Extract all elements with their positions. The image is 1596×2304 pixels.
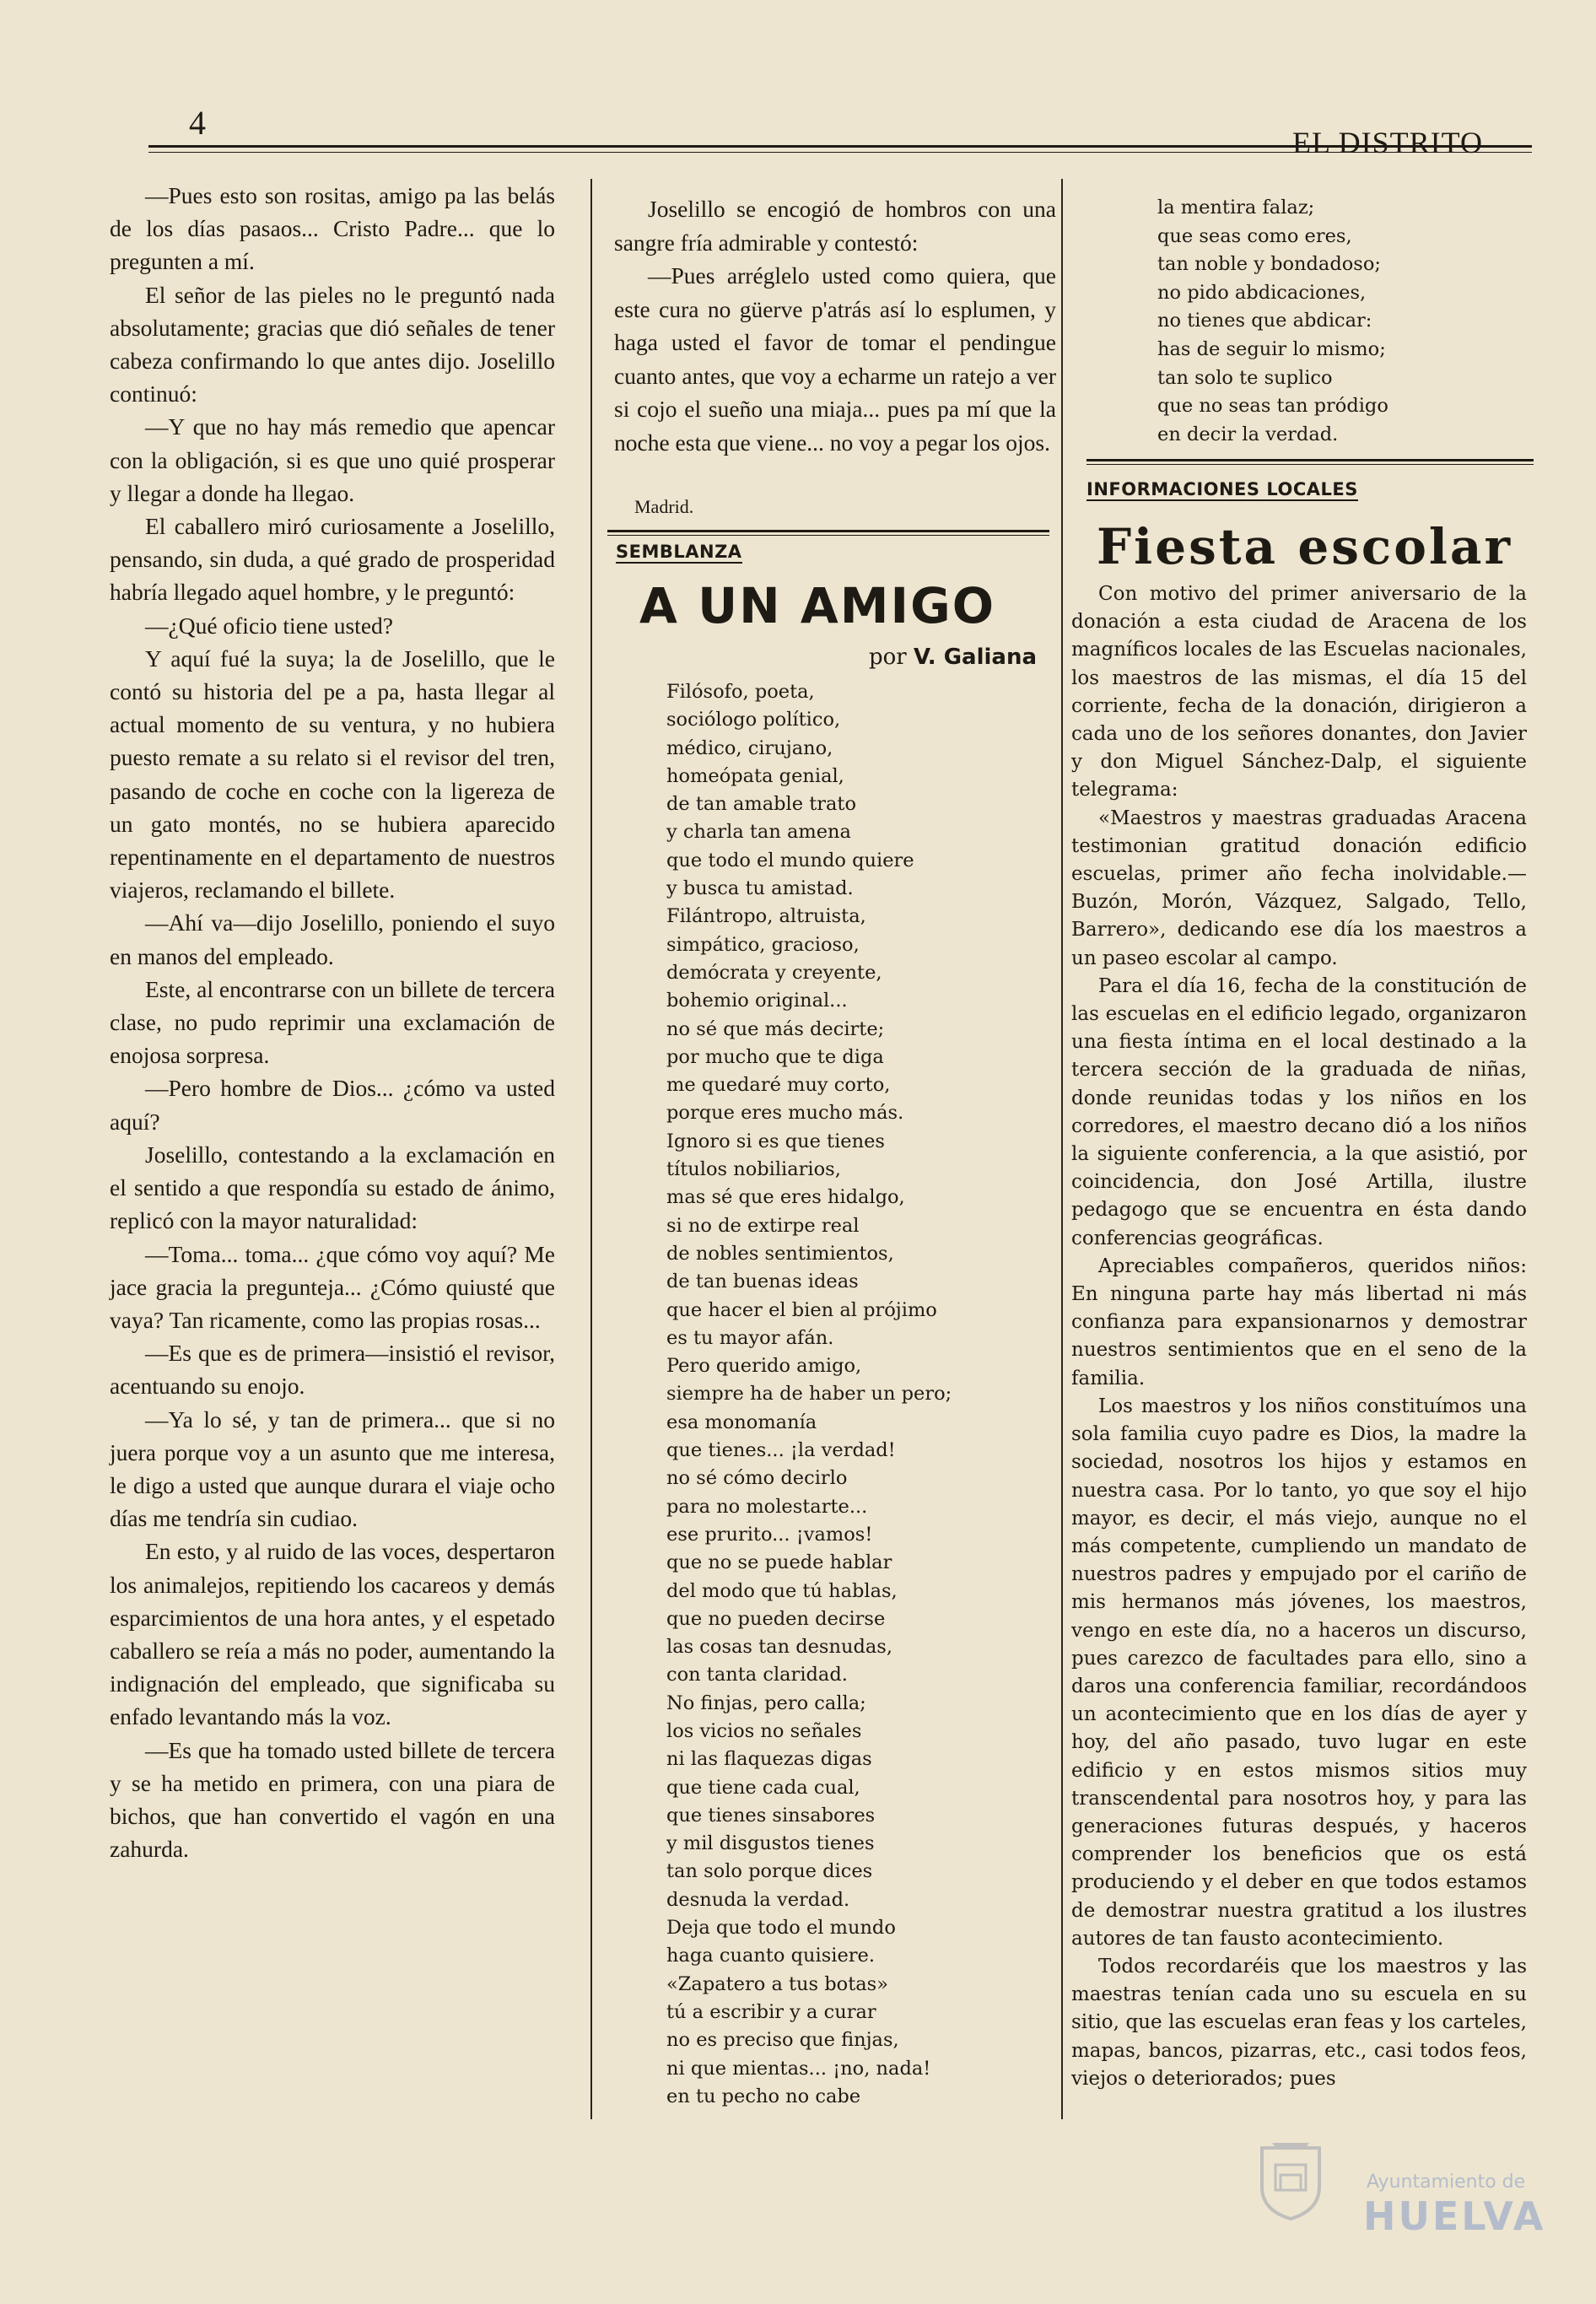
- page-number: 4: [189, 104, 206, 142]
- poem-line: No finjas, pero calla;: [666, 1692, 866, 1714]
- poem-line: homeópata genial,: [666, 764, 844, 787]
- poem-line: de nobles sentimientos,: [666, 1242, 894, 1265]
- poem-line: Filósofo, poeta,: [666, 681, 815, 703]
- poem-line: tan noble y bondadoso;: [1157, 253, 1381, 276]
- story-column-2: [614, 192, 1056, 459]
- paragraph: En esto, y al ruido de las voces, despertaron los animalejos, repitiendo los cacareos y demás esparcimientos de una hora antes, y el espetado caballero se reía a más no poder, aumentando la indignación del empleado, que significaba su enfado levantando más la voz.: [110, 1538, 555, 1730]
- poem-line: «Zapatero a tus botas»: [666, 1972, 888, 1995]
- paragraph: Joselillo se encogió de hombros con una sangre fría admirable y contestó:: [614, 196, 1056, 256]
- poem-line: Filántropo, altruista,: [666, 905, 866, 928]
- column-divider-2: [1061, 179, 1063, 2119]
- poem-byline: por V. Galiana: [869, 645, 1038, 670]
- story-signature: Madrid.: [634, 496, 694, 517]
- poem-line: no sé que más decirte;: [666, 1017, 885, 1040]
- poem-line: que tienes... ¡la verdad!: [666, 1439, 896, 1462]
- poem-line: que no pueden decirse: [666, 1607, 886, 1630]
- poem-line: ese prurito... ¡vamos!: [666, 1523, 873, 1546]
- paragraph: Con motivo del primer aniversario de la donación a esta ciudad de Aracena de los magníficos locales de las Escuelas nacionales, los maestros de las mismas, el día 15 del corriente, fecha de la donación, dirigieron a cada uno de los señores donantes, don Javier y don Miguel Sánchez-Dalp, el siguiente telegrama:: [1071, 583, 1527, 801]
- poem-continuation: [1157, 194, 1545, 449]
- poem-line: mas sé que eres hidalgo,: [666, 1186, 905, 1209]
- section-rule-1b: [607, 535, 1049, 536]
- paragraph: —Es que es de primera—insistió el revisor, acentuando su enojo.: [110, 1340, 555, 1400]
- poem-line: me quedaré muy corto,: [666, 1074, 891, 1097]
- paragraph: —Es que ha tomado usted billete de tercera y se ha metido en primera, con una piara de bichos, que han convertido el vagón en una zahurda.: [110, 1736, 555, 1863]
- poem-line: si no de extirpe real: [666, 1214, 860, 1237]
- article-body: [1071, 580, 1527, 2093]
- watermark-line-1: Ayuntamiento de: [1367, 2172, 1526, 2193]
- section-rule-2: [1086, 459, 1534, 461]
- story-column-1: [110, 179, 555, 1865]
- poem-line: desnuda la verdad.: [666, 1888, 850, 1911]
- paragraph: —Pues esto son rositas, amigo pa las belás de los días pasaos... Cristo Padre... que lo pregunten a mí.: [110, 182, 555, 275]
- poem-line: en tu pecho no cabe: [666, 2085, 861, 2107]
- poem-line: es tu mayor afán.: [666, 1326, 834, 1349]
- watermark-line-2: HUELVA: [1363, 2193, 1546, 2239]
- article-title: Fiesta escolar: [1097, 518, 1513, 575]
- poem-line: Pero querido amigo,: [666, 1355, 862, 1378]
- poem-line: con tanta claridad.: [666, 1664, 848, 1686]
- poem-line: ni que mientas... ¡no, nada!: [666, 2057, 931, 2080]
- poem-line: tan solo te suplico: [1157, 366, 1333, 389]
- shield-seal-icon: [1257, 2139, 1324, 2220]
- paragraph: Y aquí fué la suya; la de Joselillo, que le contó su historia del pe a pa, hasta llegar al actual momento de su ventura, y no hubiera puesto remate a su relato si el revisor del tren, pasando de coche en coche con la ligereza de un gato montés, no se hubiera aparecido repentinamente en el departamento de nuestros viajeros, reclamando el billete.: [110, 645, 555, 904]
- poem-line: que tiene cada cual,: [666, 1776, 860, 1799]
- poem-line: has de seguir lo mismo;: [1157, 337, 1386, 360]
- section-label-informaciones: INFORMACIONES LOCALES: [1086, 479, 1358, 499]
- paragraph: —¿Qué oficio tiene usted?: [145, 612, 393, 639]
- paragraph: Todos recordaréis que los maestros y las maestras tenían cada uno su escuela en su sitio, que las escuelas eran feas y los carteles, mapas, bancos, pizarras, etc., casi todos feos, viejos o deteriorados; pues: [1071, 1955, 1527, 2090]
- poem-title: A UN AMIGO: [639, 577, 996, 634]
- poem-line: ni las flaquezas digas: [666, 1748, 872, 1771]
- header-rule: [148, 145, 1532, 148]
- poem-line: y charla tan amena: [666, 821, 851, 844]
- header-rule-thin: [148, 152, 1532, 153]
- paragraph: —Pues arréglelo usted como quiera, que este cura no güerve p'atrás así lo esplumen, y haga usted el favor de tomar el pendingue cuanto antes, que voy a echarme un ratejo a ver si cojo el sueño una miaja... pues pa mí que la noche esta que viene... no voy a pegar los ojos.: [614, 262, 1056, 456]
- poem-line: que seas como eres,: [1157, 224, 1352, 247]
- poem-line: los vicios no señales: [666, 1719, 862, 1742]
- poem-line: del modo que tú hablas,: [666, 1579, 898, 1602]
- poem-line: que todo el mundo quiere: [666, 849, 914, 871]
- poem-line: que no se puede hablar: [666, 1551, 892, 1574]
- section-rule-2b: [1086, 464, 1534, 465]
- paragraph: Para el día 16, fecha de la constitución de las escuelas en el edificio legado, organizaron una fiesta íntima en el local destinado a la tercera sección de la graduada de niñas, donde reunidas todas y los niños en los corredores, el maestro decano dió a los niños la siguiente conferencia, a la que asistió, por coincidencia, don José Artilla, ilustre pedagogo que se encuentra en ésta dando conferencias geográficas.: [1071, 974, 1527, 1249]
- poem-line: Deja que todo el mundo: [666, 1917, 896, 1940]
- paragraph: —Toma... toma... ¿que cómo voy aquí? Me jace gracia la pregunteja... ¿Cómo quiusté que vaya? Tan ricamente, como las propias rosas...: [110, 1240, 555, 1333]
- poem-line: no tienes que abdicar:: [1157, 310, 1372, 332]
- poem-body: [666, 678, 1038, 2111]
- poem-line: porque eres mucho más.: [666, 1102, 904, 1125]
- poem-line: para no molestarte...: [666, 1495, 868, 1518]
- poem-line: esa monomanía: [666, 1411, 817, 1433]
- poem-line: demócrata y creyente,: [666, 961, 882, 984]
- paragraph: —Pero hombre de Dios... ¿cómo va usted aquí?: [110, 1075, 555, 1135]
- paragraph: El caballero miró curiosamente a Joselillo, pensando, sin duda, a qué grado de prosperidad habría llegado aquel hombre, y le preguntó:: [110, 513, 555, 606]
- poem-line: no sé cómo decirlo: [666, 1467, 848, 1490]
- poem-line: médico, cirujano,: [666, 737, 833, 759]
- poem-line: que no seas tan pródigo: [1157, 395, 1388, 418]
- paragraph: Apreciables compañeros, queridos niños: En ninguna parte hay más libertad ni más confianza para expansionarnos y demostrar nuestros sentimientos que en el seno de la familia.: [1071, 1255, 1527, 1389]
- poem-line: la mentira falaz;: [1157, 197, 1315, 219]
- poem-line: que tienes sinsabores: [666, 1804, 876, 1826]
- poem-line: Ignoro si es que tienes: [666, 1130, 885, 1152]
- poem-line: títulos nobiliarios,: [666, 1158, 841, 1181]
- paragraph: «Maestros y maestras graduadas Aracena testimonian gratitud donación edificio escuelas, primer año fecha inolvidable.—Buzón, Morón, Vázquez, Salgado, Tello, Barrero», dedicando ese día los maestros a un paseo escolar al campo.: [1071, 807, 1527, 969]
- poem-line: las cosas tan desnudas,: [666, 1636, 892, 1659]
- poem-line: tan solo porque dices: [666, 1860, 873, 1883]
- paragraph: —Ahí va—dijo Joselillo, poniendo el suyo en manos del empleado.: [110, 909, 555, 969]
- masthead-title: EL DISTRITO: [1292, 126, 1483, 159]
- poem-line: bohemio original...: [666, 990, 848, 1012]
- poem-line: simpático, gracioso,: [666, 933, 860, 956]
- poem-line: que hacer el bien al prójimo: [666, 1298, 937, 1321]
- poem-line: sociólogo político,: [666, 709, 841, 731]
- poem-line: en decir la verdad.: [1157, 423, 1339, 445]
- paragraph: Este, al encontrarse con un billete de tercera clase, no pudo reprimir una exclamación de enojosa sorpresa.: [110, 975, 555, 1069]
- column-divider-1: [590, 179, 592, 2119]
- paragraph: El señor de las pieles no le preguntó nada absolutamente; gracias que dió señales de tener cabeza confirmando lo que antes dijo. Joselillo continuó:: [110, 281, 555, 407]
- poem-line: de tan buenas ideas: [666, 1271, 859, 1293]
- poem-line: tú a escribir y a curar: [666, 2000, 876, 2023]
- poem-line: por mucho que te diga: [666, 1045, 884, 1068]
- poem-line: siempre ha de haber un pero;: [666, 1383, 952, 1406]
- paragraph: —Ya lo sé, y tan de primera... que si no juera porque voy a un asunto que me interesa, le digo a usted que aunque durara el viaje ocho días me tendría sin cudiao.: [110, 1406, 555, 1532]
- section-rule-1: [607, 530, 1049, 532]
- poem-line: y busca tu amistad.: [666, 877, 854, 900]
- poem-line: y mil disgustos tienes: [666, 1832, 875, 1855]
- poem-line: no es preciso que finjas,: [666, 2029, 899, 2052]
- section-label-semblanza: SEMBLANZA: [616, 542, 742, 562]
- poem-line: no pido abdicaciones,: [1157, 281, 1367, 304]
- poem-line: de tan amable trato: [666, 793, 856, 816]
- paragraph: Joselillo, contestando a la exclamación en el sentido a que respondía su estado de ánimo, replicó con la mayor naturalidad:: [110, 1141, 555, 1234]
- poem-line: haga cuanto quisiere.: [666, 1945, 875, 1967]
- paragraph: Los maestros y los niños constituímos una sola familia cuyo padre es Dios, la madre la sociedad, nosotros los hijos y estamos en nuestra casa. Por lo tanto, yo que soy el hijo mayor, es decir, el más viejo, aunque no el más competente, cumpliendo un mandato de nuestros padres y empujado por el cariño de mis hermanos más jóvenes, los maestros, vengo en este día, no a haceros un discurso, pues carezco de facultades para ello, sino a daros una conferencia familiar, recordándoos un acontecimiento que en los días de ayer y hoy, del año pasado, tuvo lugar en este edificio y en estos mismos sitios muy transcendental para nosotros hoy, y para las generaciones futuras después, y haceros comprender los beneficios que os está produciendo y el deber en que todos estamos de demostrar nuestra gratitud a los ilustres autores de tan fausto acontecimiento.: [1071, 1395, 1527, 1950]
- paragraph: —Y que no hay más remedio que apencar con la obligación, si es que uno quié prosperar y llegar a donde ha llegao.: [110, 413, 555, 506]
